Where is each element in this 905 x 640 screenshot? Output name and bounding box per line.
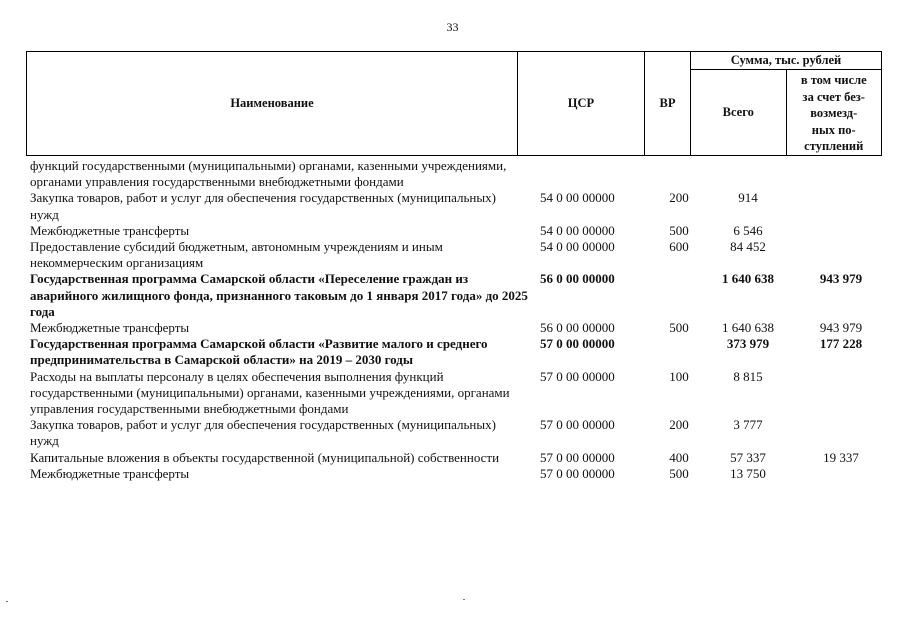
page-number: 33 bbox=[446, 20, 459, 34]
row-vr bbox=[658, 158, 700, 190]
row-vr: 500 bbox=[669, 465, 689, 481]
row-total: 3 777 bbox=[733, 417, 763, 433]
row-including bbox=[796, 158, 886, 190]
row-csr: 56 0 00 00000 bbox=[540, 271, 615, 287]
row-csr: 54 0 00 00000 bbox=[540, 190, 615, 206]
header-name: Наименование bbox=[27, 52, 518, 156]
table-row bbox=[30, 320, 886, 336]
row-csr: 54 0 00 00000 bbox=[540, 239, 615, 255]
row-name: функций государственными (муниципальными) органами, казенными учреждениями, органами управления государственными внебюджетными фондами bbox=[30, 158, 507, 190]
row-total: 6 546 bbox=[733, 222, 763, 238]
table-header bbox=[26, 51, 882, 156]
row-total: 914 bbox=[738, 190, 758, 206]
header-total: Всего bbox=[691, 70, 787, 156]
row-vr: 500 bbox=[669, 222, 689, 238]
header-including bbox=[786, 70, 882, 156]
row-total: 1 640 638 bbox=[722, 271, 774, 287]
table-row bbox=[30, 158, 886, 190]
row-including bbox=[796, 239, 886, 271]
row-total bbox=[700, 158, 796, 190]
table-row bbox=[30, 417, 886, 449]
header-including-line: ных по- bbox=[811, 122, 856, 137]
row-including bbox=[796, 223, 886, 239]
row-total: 13 750 bbox=[730, 465, 766, 481]
row-name: Межбюджетные трансферты bbox=[30, 465, 190, 481]
row-name: Закупка товаров, работ и услуг для обеспечения государственных (муниципальных) нужд bbox=[30, 417, 496, 449]
row-vr: 600 bbox=[669, 239, 689, 255]
row-vr: 200 bbox=[669, 417, 689, 433]
header-including-line: возмезд- bbox=[810, 106, 858, 120]
row-vr bbox=[658, 271, 700, 320]
row-including bbox=[796, 369, 886, 418]
row-vr: 500 bbox=[669, 320, 689, 336]
row-vr bbox=[658, 336, 700, 368]
row-including bbox=[796, 417, 886, 449]
header-sum: Сумма, тыс. рублей bbox=[691, 52, 882, 70]
header-vr: ВР bbox=[645, 52, 691, 156]
row-including: 943 979 bbox=[819, 320, 863, 336]
row-name: Расходы на выплаты персоналу в целях обеспечения выполнения функций государственными (муниципальными) органами, казенными учреждениями, органами управления государственными внебюджетными фондами bbox=[30, 368, 510, 417]
header-including-line: ступлений bbox=[804, 139, 864, 153]
row-name: Капитальные вложения в объекты государственной (муниципальной) собственности bbox=[30, 449, 500, 465]
row-vr: 400 bbox=[669, 449, 689, 465]
table-row bbox=[30, 223, 886, 239]
budget-rows bbox=[30, 158, 886, 482]
row-name: Государственная программа Самарской области «Переселение граждан из аварийного жилищного фонда, признанного таковым до 1 января 2017 года» до 2025 года bbox=[30, 271, 528, 319]
row-csr: 57 0 00 00000 bbox=[540, 417, 615, 433]
row-name: Государственная программа Самарской области «Развитие малого и среднего предпринимательства в Самарской области» на 2019 – 2030 годы bbox=[30, 336, 488, 368]
row-csr: 54 0 00 00000 bbox=[540, 222, 615, 238]
header-including-line: в том числе bbox=[800, 73, 867, 87]
row-name: Предоставление субсидий бюджетным, автономным учреждениям и иным некоммерческим организациям bbox=[30, 239, 443, 271]
row-csr: 57 0 00 00000 bbox=[540, 336, 615, 352]
row-vr: 100 bbox=[669, 368, 689, 384]
row-name: Закупка товаров, работ и услуг для обеспечения государственных (муниципальных) нужд bbox=[30, 190, 496, 222]
row-total: 84 452 bbox=[730, 239, 766, 255]
row-including bbox=[796, 466, 886, 482]
header-including-line: за счет без- bbox=[802, 89, 865, 104]
table-row bbox=[30, 336, 886, 368]
row-name: Межбюджетные трансферты bbox=[30, 222, 190, 238]
table-row bbox=[30, 369, 886, 418]
row-total: 1 640 638 bbox=[722, 320, 774, 336]
budget-table bbox=[30, 158, 886, 482]
row-total: 373 979 bbox=[726, 336, 770, 352]
table-row bbox=[30, 190, 886, 222]
row-csr: 57 0 00 00000 bbox=[540, 449, 615, 465]
row-total: 8 815 bbox=[733, 368, 763, 384]
scan-speck bbox=[463, 599, 465, 600]
row-including: 943 979 bbox=[819, 271, 863, 287]
row-csr bbox=[532, 158, 658, 190]
table-row bbox=[30, 466, 886, 482]
row-csr: 57 0 00 00000 bbox=[540, 368, 615, 384]
row-vr: 200 bbox=[669, 190, 689, 206]
table-row bbox=[30, 271, 886, 320]
table-row bbox=[30, 450, 886, 466]
row-csr: 56 0 00 00000 bbox=[540, 320, 615, 336]
row-csr: 57 0 00 00000 bbox=[540, 465, 615, 481]
row-total: 57 337 bbox=[730, 449, 766, 465]
table-row bbox=[30, 239, 886, 271]
row-name: Межбюджетные трансферты bbox=[30, 320, 190, 336]
row-including: 19 337 bbox=[823, 449, 859, 465]
header-csr: ЦСР bbox=[518, 52, 645, 156]
scan-speck bbox=[6, 601, 8, 602]
row-including: 177 228 bbox=[819, 336, 863, 352]
row-including bbox=[796, 190, 886, 222]
